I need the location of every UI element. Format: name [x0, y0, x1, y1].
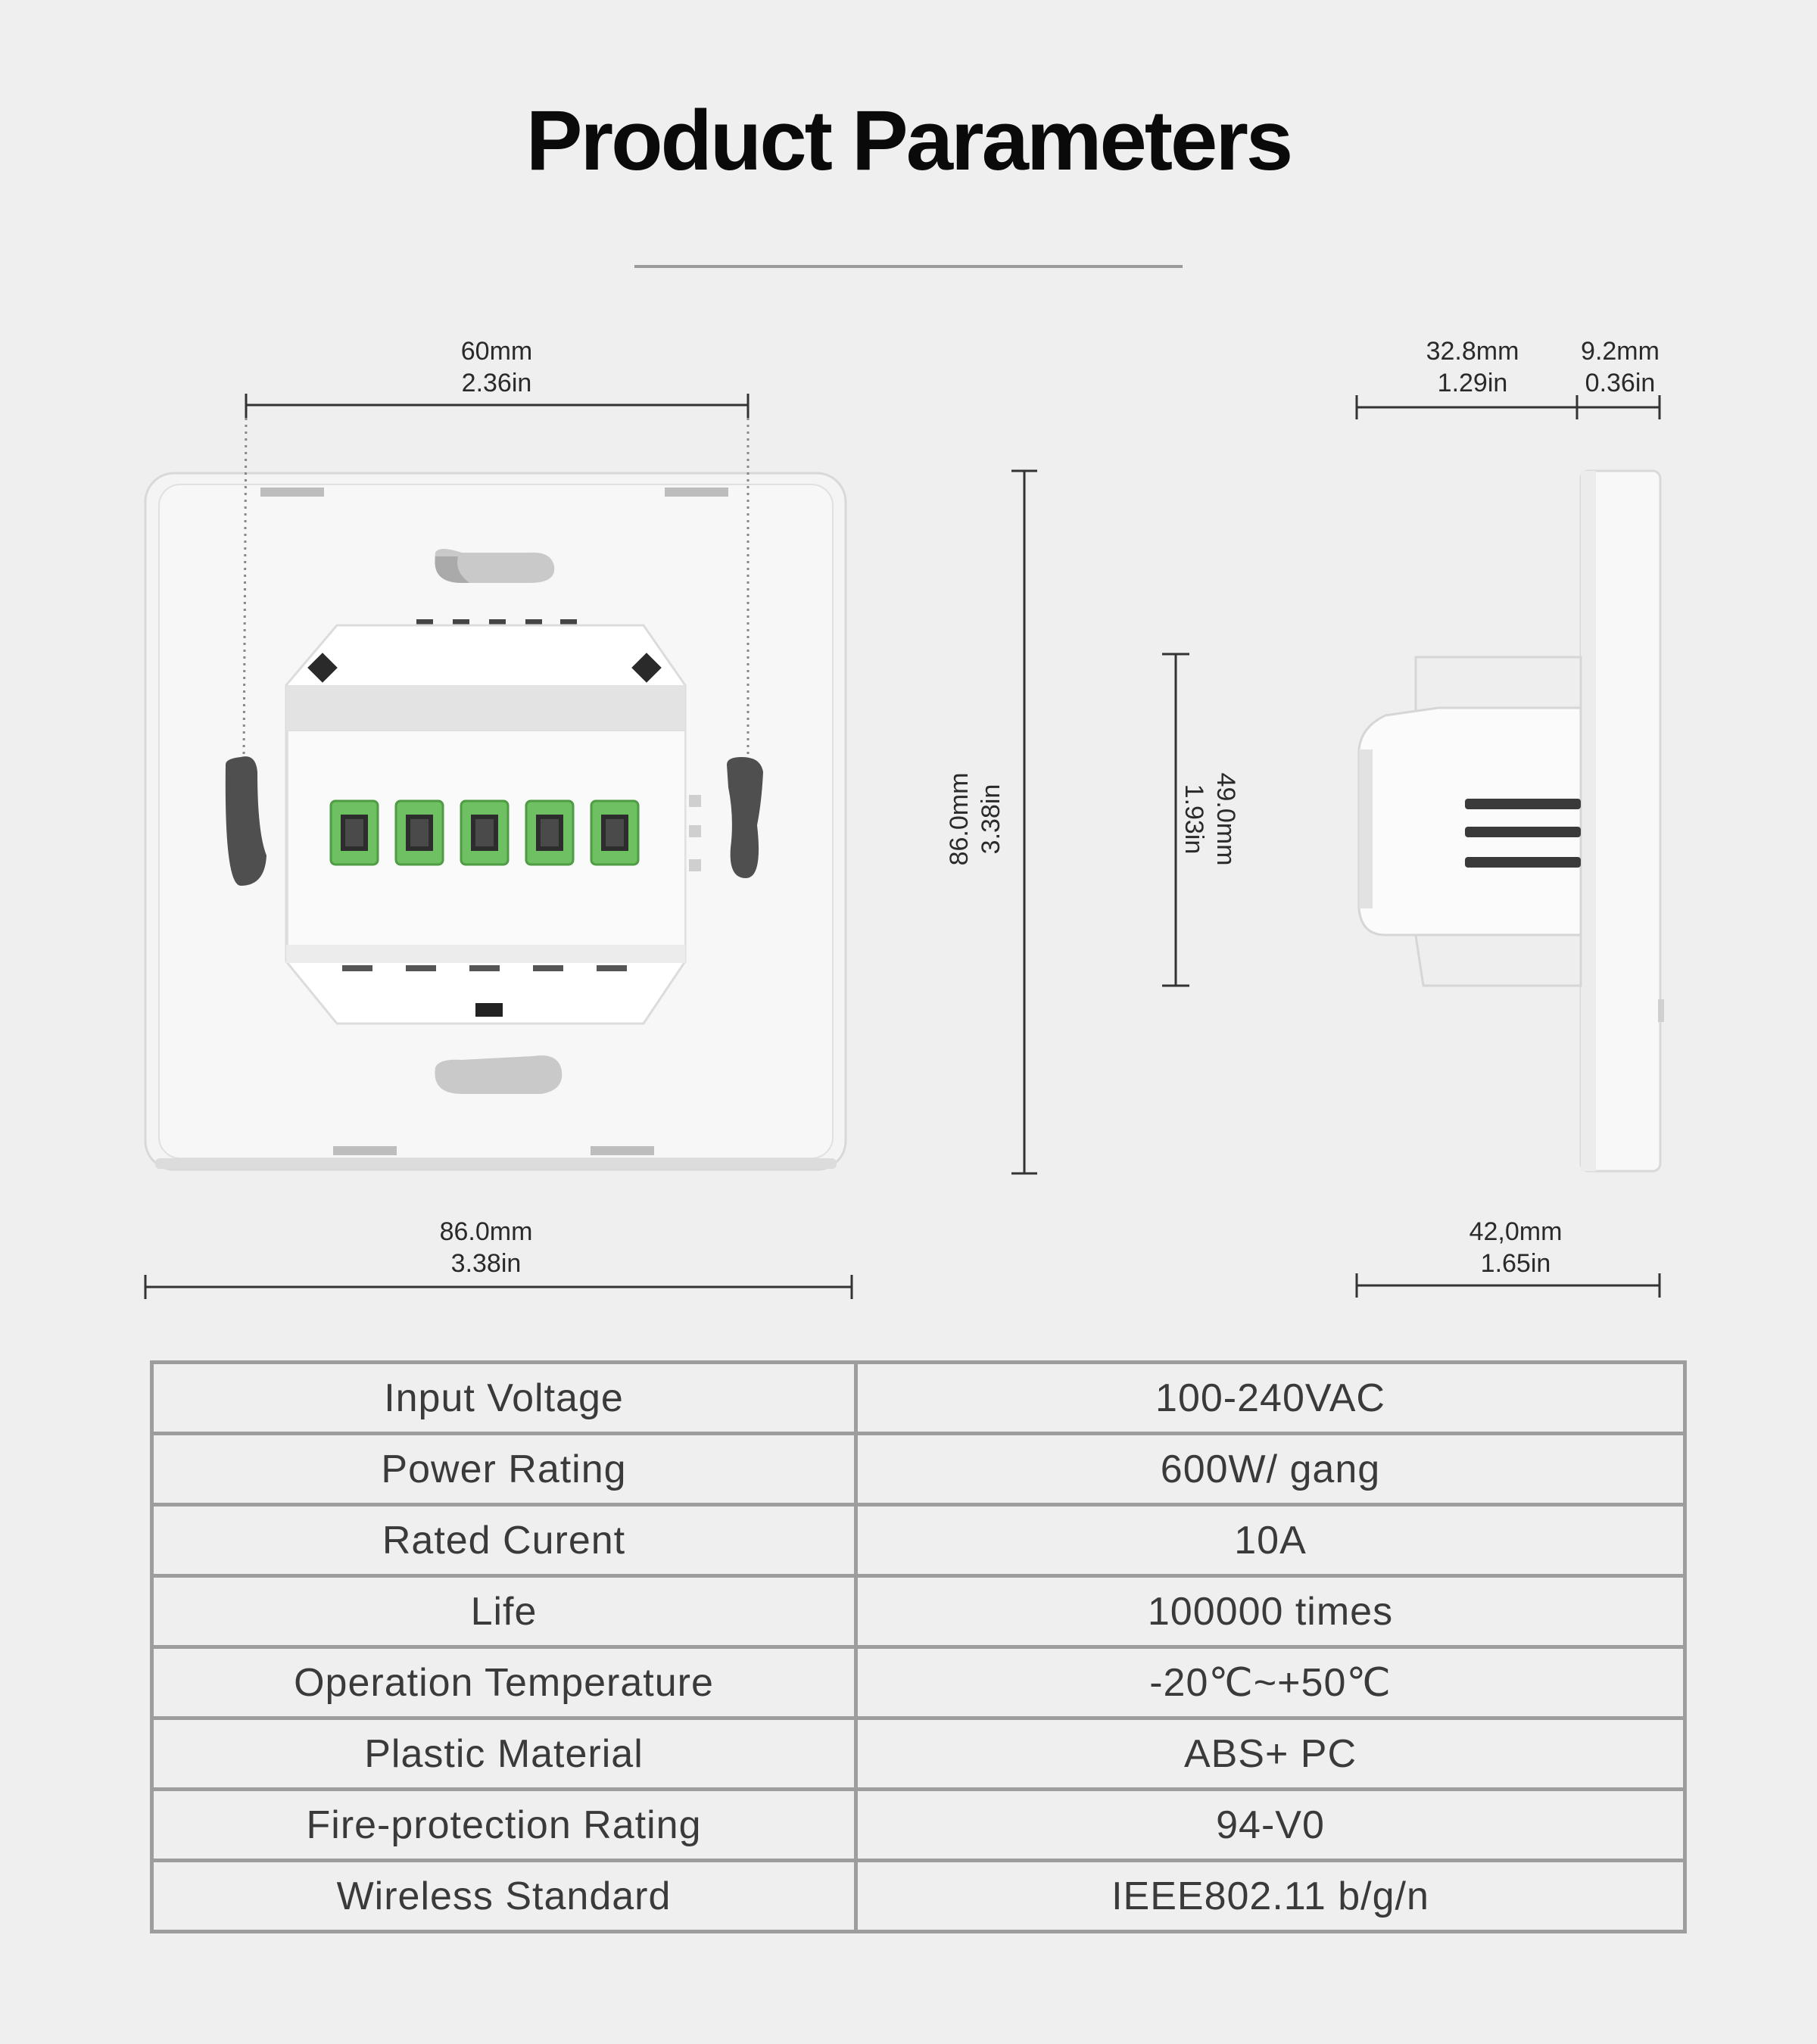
- switch-side-view: [1359, 471, 1664, 1171]
- dim-label-side-panel: [1544, 335, 1696, 399]
- terminal-block: [331, 801, 638, 865]
- dim-front-width-mm: 86.0mm: [439, 1217, 533, 1246]
- param-value: IEEE802.11 b/g/n: [856, 1861, 1685, 1932]
- dim-label-side-total: [1440, 1216, 1591, 1279]
- param-label: Plastic Material: [152, 1718, 856, 1790]
- dim-front-width-in: 3.38in: [450, 1249, 522, 1278]
- terminal-5: [591, 801, 638, 865]
- dim-inner-width-mm: 60mm: [460, 337, 533, 366]
- terminal-1: [331, 801, 378, 865]
- dim-label-inner-width: [421, 335, 572, 399]
- param-label: Life: [152, 1576, 856, 1647]
- param-label: Fire-protection Rating: [152, 1790, 856, 1861]
- terminal-3: [461, 801, 508, 865]
- dim-side-panel-mm: 9.2mm: [1581, 337, 1660, 366]
- table-row: [152, 1861, 1685, 1932]
- param-value: ABS+ PC: [856, 1718, 1685, 1790]
- param-label: Operation Temperature: [152, 1647, 856, 1718]
- table-row: [152, 1505, 1685, 1576]
- table-row: [152, 1576, 1685, 1647]
- parameters-table: [150, 1360, 1687, 1933]
- param-value: -20℃~+50℃: [856, 1647, 1685, 1718]
- table-row: [152, 1718, 1685, 1790]
- dim-front-height-in: 3.38in: [977, 784, 1005, 855]
- dim-label-module-height: [1178, 743, 1242, 895]
- dim-side-body-in: 1.29in: [1437, 369, 1508, 397]
- param-value: 94-V0: [856, 1790, 1685, 1861]
- param-label: Wireless Standard: [152, 1861, 856, 1932]
- dim-side-body-mm: 32.8mm: [1426, 337, 1519, 366]
- param-value: 100-240VAC: [856, 1363, 1685, 1434]
- table-row: [152, 1790, 1685, 1861]
- dim-label-front-width: [410, 1216, 562, 1279]
- param-label: Rated Curent: [152, 1505, 856, 1576]
- param-value: 10A: [856, 1505, 1685, 1576]
- param-value: 600W/ gang: [856, 1434, 1685, 1505]
- param-value: 100000 times: [856, 1576, 1685, 1647]
- param-label: Input Voltage: [152, 1363, 856, 1434]
- table-row: [152, 1363, 1685, 1434]
- param-label: Power Rating: [152, 1434, 856, 1505]
- dim-side-total-mm: 42,0mm: [1469, 1217, 1563, 1246]
- page-title: Product Parameters: [525, 93, 1292, 188]
- dim-inner-width-in: 2.36in: [461, 369, 532, 397]
- table-row: [152, 1434, 1685, 1505]
- table-row: [152, 1647, 1685, 1718]
- dim-side-total-in: 1.65in: [1480, 1249, 1551, 1278]
- terminal-4: [526, 801, 573, 865]
- dim-label-side-body: [1397, 335, 1548, 399]
- dim-label-front-height: [943, 743, 1007, 895]
- dim-module-height-in: 1.93in: [1180, 784, 1208, 855]
- dim-front-height-mm: 86.0mm: [945, 772, 974, 866]
- terminal-2: [396, 801, 443, 865]
- dim-module-height-mm: 49.0mm: [1211, 772, 1240, 866]
- dim-side-panel-in: 0.36in: [1585, 369, 1656, 397]
